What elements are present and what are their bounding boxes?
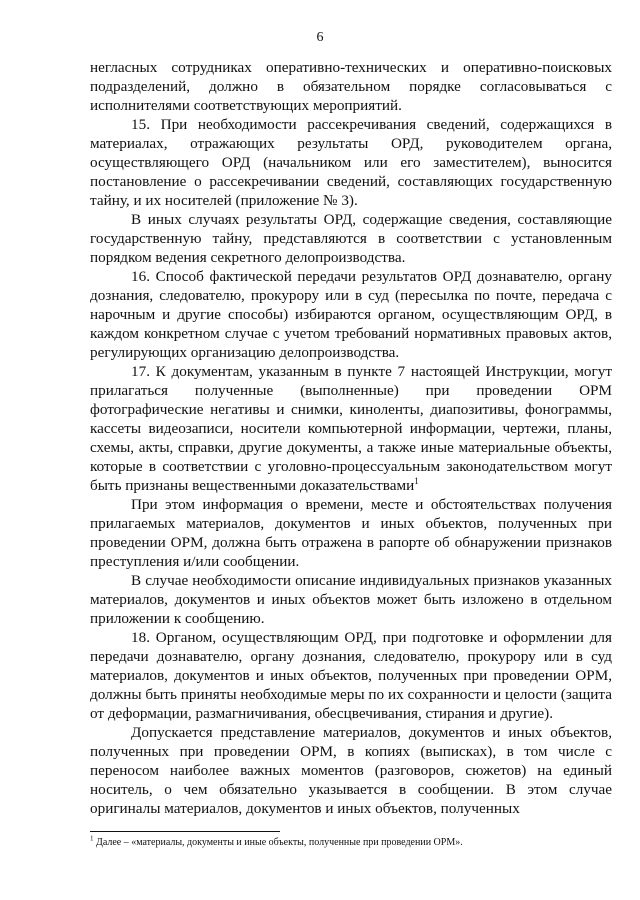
footnote-reference: 1 — [414, 475, 419, 486]
footnote-divider — [90, 831, 280, 832]
paragraph-item-18: 18. Органом, осуществляющим ОРД, при подготовке и оформлении для передачи дознавателю, органу дознания, следователю, прокурору или в суд материалов, документов и иных объектов, полученных при проведении ОРМ, должны быть приняты необходимые меры по их сохранности и целости (защита от деформации, размагничивания, обесцвечивания, стирания и другие). — [90, 629, 612, 722]
footnote — [90, 834, 612, 849]
paragraph-information: При этом информация о времени, месте и обстоятельствах получения прилагаемых материалов, документов и иных объектов, полученных при проведении ОРМ, должна быть отражена в рапорте об обнаружении признаков преступления и/или сообщении. — [90, 496, 612, 570]
paragraph-copies: Допускается представление материалов, документов и иных объектов, полученных при проведении ОРМ, в копиях (выписках), в том числе с переносом наиболее важных моментов (разговоров, сюжетов) на единый носитель, о чем обязательно указывается в сообщении. В этом случае оригиналы материалов, документов и иных объектов, полученных — [90, 724, 612, 817]
paragraph-item-16: 16. Способ фактической передачи результатов ОРД дознавателю, органу дознания, следователю, прокурору или в суд (пересылка по почте, передача с нарочным и другие способы) избираются органом, осуществляющим ОРД, в каждом конкретном случае с учетом требований нормативных правовых актов, регулирующих организацию делопроизводства. — [90, 268, 612, 361]
page-number: 6 — [316, 30, 324, 45]
footnote-marker: 1 — [90, 834, 94, 843]
paragraph-secret-records: В иных случаях результаты ОРД, содержащие сведения, составляющие государственную тайну, представляются в соответствии с установленным порядком ведения секретного делопроизводства. — [90, 211, 612, 266]
paragraph-item-17 — [90, 362, 612, 495]
paragraph-description: В случае необходимости описание индивидуальных признаков указанных материалов, документов и иных объектов может быть изложено в отдельном приложении к сообщению. — [90, 572, 612, 627]
paragraph-continuation: негласных сотрудниках оперативно-технических и оперативно-поисковых подразделений, должно в обязательном порядке согласовываться с исполнителями соответствующих мероприятий. — [90, 59, 612, 114]
body-text — [90, 58, 612, 818]
footnote-text: Далее – «материалы, документы и иные объекты, полученные при проведении ОРМ». — [96, 837, 463, 848]
paragraph-item-17-text: 17. К документам, указанным в пункте 7 настоящей Инструкции, могут прилагаться полученные (выполненные) при проведении ОРМ фотографические негативы и снимки, киноленты, диапозитивы, фонограммы, кассеты видеозаписи, носители компьютерной информации, чертежи, планы, схемы, акты, справки, другие документы, а также иные материальные объекты, которые в соответствии с уголовно-процессуальным законодательством могут быть признаны вещественными доказательствами — [90, 363, 612, 494]
paragraph-item-15: 15. При необходимости рассекречивания сведений, содержащихся в материалах, отражающих результаты ОРД, руководителем органа, осуществляющего ОРД (начальником или его заместителем), выносится постановление о рассекречивании сведений, составляющих государственную тайну, и их носителей (приложение № 3). — [90, 116, 612, 209]
